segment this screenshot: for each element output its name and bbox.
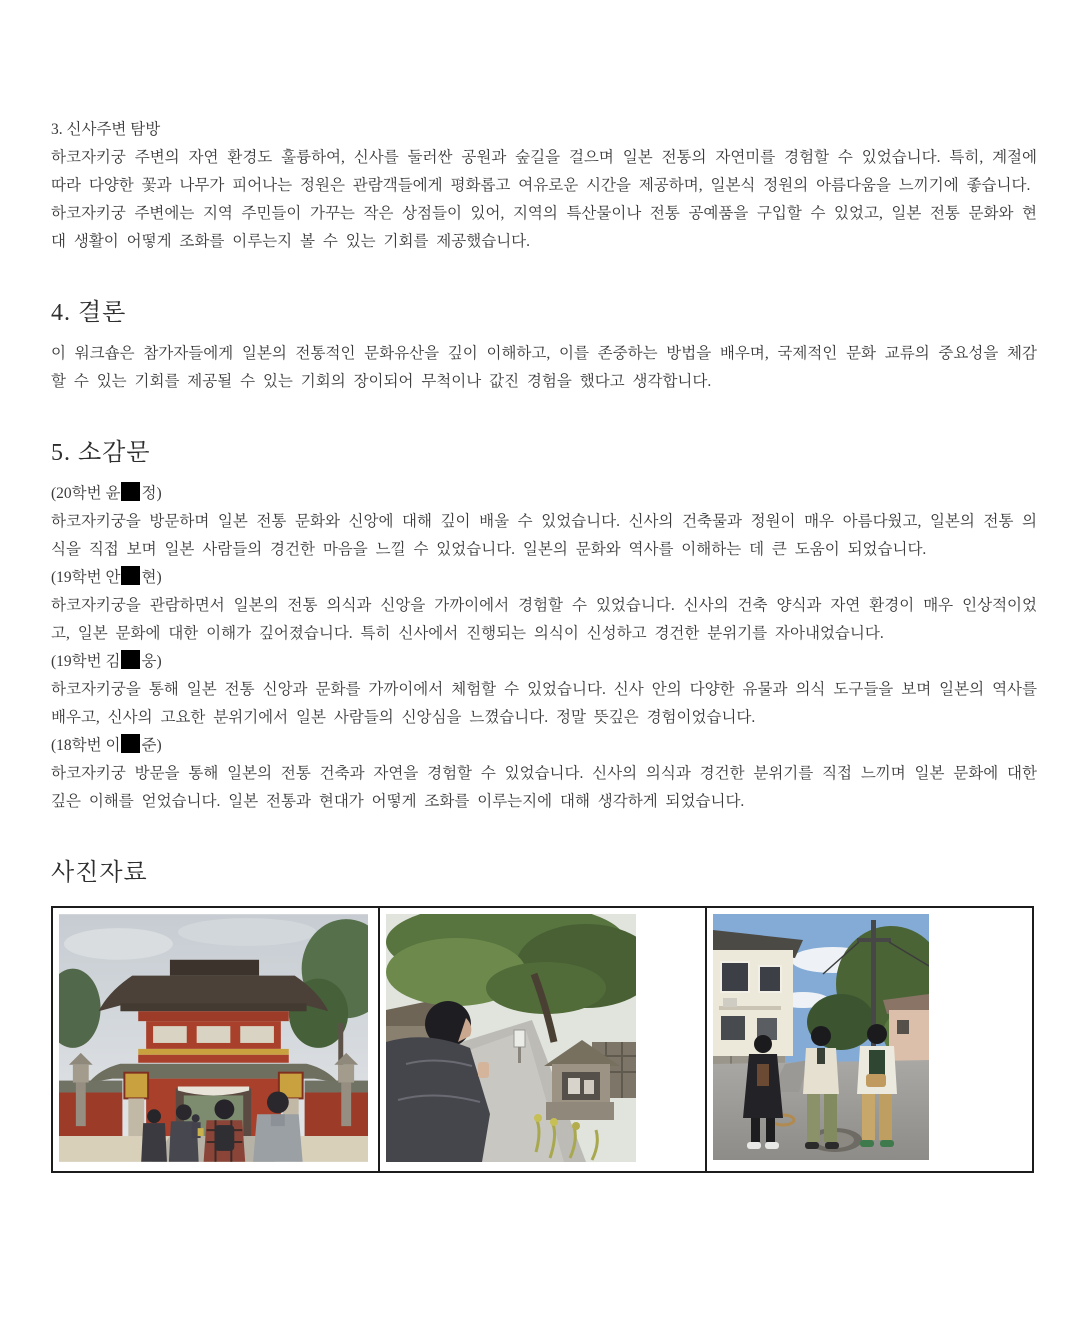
author-text: (20학번 윤 (51, 485, 121, 502)
author-text: 준) (141, 737, 162, 754)
redaction-box (121, 650, 140, 669)
photo-table (51, 906, 1034, 1173)
redaction-box (121, 734, 140, 753)
author-text: 웅) (141, 653, 162, 670)
redaction-box (121, 566, 140, 585)
author-text: 현) (141, 569, 162, 586)
reflection-author-2 (51, 564, 1037, 592)
photo-cell-3 (706, 907, 1033, 1172)
author-text: 정) (141, 485, 162, 502)
section4-paragraph: 이 워크숍은 참가자들에게 일본의 전통적인 문화유산을 깊이 이해하고, 이를 존중하는 방법을 배우며, 국제적인 문화 교류의 중요성을 체감할 수 있는 기회를 제공될 수 있는 기회의 장이되어 무척이나 값진 경험을 했다고 생각합니다. (51, 345, 1037, 390)
reflection-text-4: 하코자키궁 방문을 통해 일본의 전통 건축과 자연을 경험할 수 있었습니다. 신사의 의식과 경건한 분위기를 직접 느끼며 일본 문화에 대한 깊은 이해를 얻었습니다. 일본 전통과 현대가 어떻게 조화를 이루는지에 대해 생각하게 되었습니다. (51, 765, 1037, 810)
reflections-list (51, 480, 1037, 816)
street-walk-photo (713, 914, 929, 1160)
author-text: (19학번 김 (51, 653, 121, 670)
section3-heading: 3. 신사주변 탐방 (51, 121, 161, 138)
photo-cell-1 (52, 907, 379, 1172)
author-text: (18학번 이 (51, 737, 121, 754)
reflection-author-4 (51, 732, 1037, 760)
reflection-text-2: 하코자키궁을 관람하면서 일본의 전통 의식과 신앙을 가까이에서 경험할 수 있었습니다. 신사의 건축 양식과 자연 환경이 매우 인상적이었고, 일본 문화에 대한 이해가 깊어졌습니다. 특히 신사에서 진행되는 의식이 신성하고 경건한 분위기를 자아내었습니다. (51, 597, 1037, 642)
praying-at-small-shrine-photo (386, 914, 636, 1162)
redaction-box (121, 482, 140, 501)
reflection-author-3 (51, 648, 1037, 676)
section3-paragraph-2: 하코자키궁 주변에는 지역 주민들이 가꾸는 작은 상점들이 있어, 지역의 특산물이나 전통 공예품을 구입할 수 있었고, 일본 전통 문화와 현대 생활이 어떻게 조화를 이루는지 볼 수 있는 기회를 제공했습니다. (51, 205, 1037, 250)
shrine-gate-photo (59, 914, 368, 1162)
section4-heading: 4. 결론 (51, 300, 127, 326)
section3-paragraph-1: 하코자키궁 주변의 자연 환경도 훌륭하여, 신사를 둘러싼 공원과 숲길을 걸으며 일본 전통의 자연미를 경험할 수 있었습니다. 특히, 계절에 따라 다양한 꽃과 나무가 피어나는 정원은 관람객들에게 평화롭고 여유로운 시간을 제공하며, 일본식 정원의 아름다움을 느끼기에 좋습니다. (51, 149, 1037, 194)
reflection-text-1: 하코자키궁을 방문하며 일본 전통 문화와 신앙에 대해 깊이 배울 수 있었습니다. 신사의 건축물과 정원이 매우 아름다웠고, 일본의 전통 의식을 직접 보며 일본 사람들의 경건한 마음을 느낄 수 있었습니다. 일본의 문화와 역사를 이해하는 데 큰 도움이 되었습니다. (51, 513, 1037, 558)
section5-heading: 5. 소감문 (51, 440, 151, 466)
author-text: (19학번 안 (51, 569, 121, 586)
photo-cell-2 (379, 907, 706, 1172)
reflection-text-3: 하코자키궁을 통해 일본 전통 신앙과 문화를 가까이에서 체험할 수 있었습니다. 신사 안의 다양한 유물과 의식 도구들을 보며 일본의 역사를 배우고, 신사의 고요한 분위기에서 일본 사람들의 신앙심을 느꼈습니다. 정말 뜻깊은 경험이었습니다. (51, 681, 1037, 726)
reflection-author-1 (51, 480, 1037, 508)
photos-heading: 사진자료 (51, 860, 148, 886)
